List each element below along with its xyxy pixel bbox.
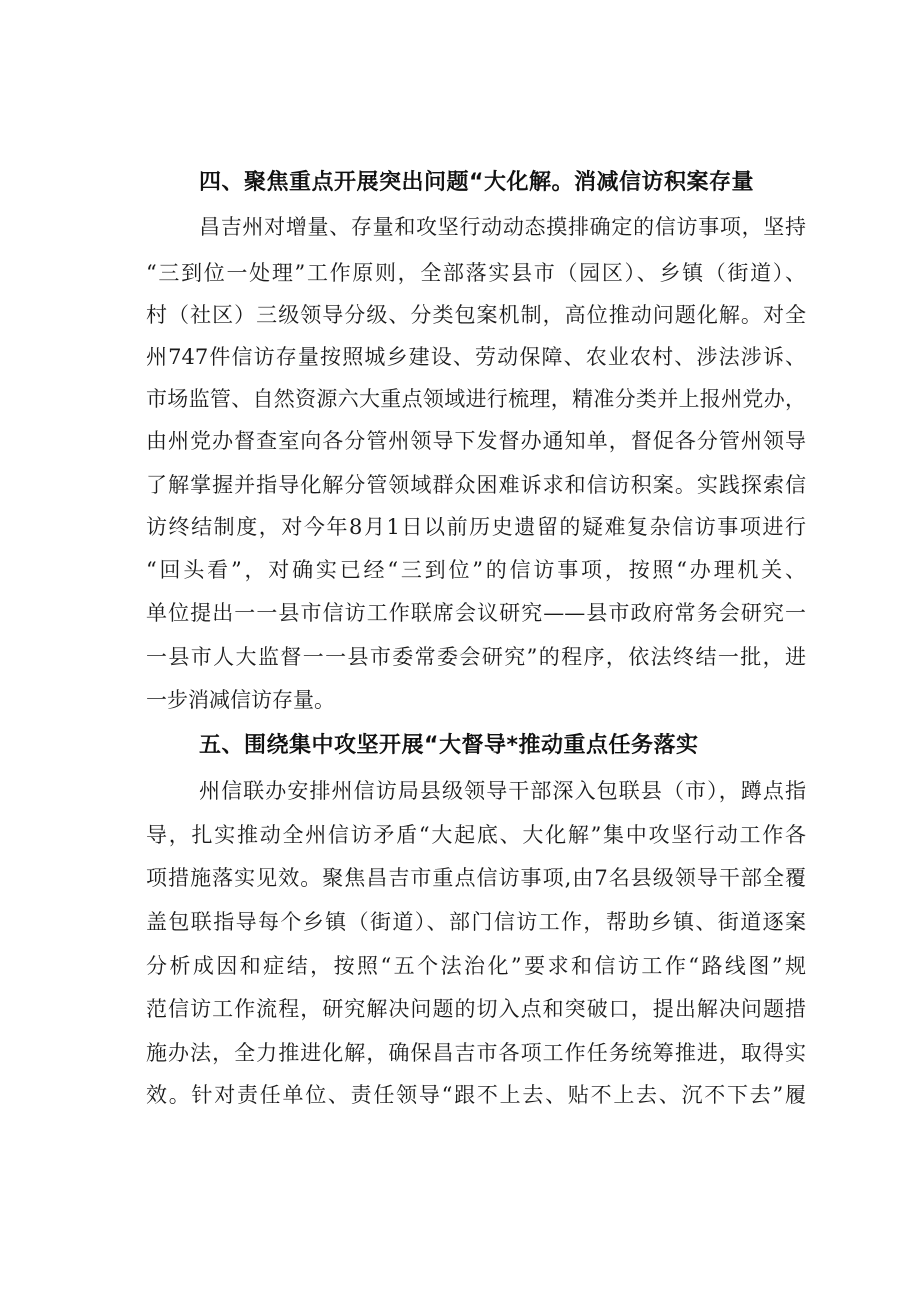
paragraph-line: 分析成因和症结，按照“五个法治化”要求和信访工作“路线图”规 [146, 954, 806, 978]
paragraph-line: 市场监管、自然资源六大重点领域进行梳理，精准分类并上报州党办， [146, 387, 806, 411]
paragraph-line: 一县市人大监督一一县市委常委会研究”的程序，依法终结一批，进 [146, 645, 806, 669]
paragraph-line: 州747件信访存量按照城乡建设、劳动保障、农业农村、涉法涉诉、 [146, 345, 806, 369]
paragraph-line: 效。针对责任单位、责任领导“跟不上去、贴不上去、沉不下去”履 [146, 1083, 806, 1107]
paragraph-line: 村（社区）三级领导分级、分类包案机制，高位推动问题化解。对全 [146, 303, 806, 327]
paragraph-line: 昌吉州对增量、存量和攻坚行动动态摸排确定的信访事项，坚持 [199, 215, 806, 239]
paragraph-line: 项措施落实见效。聚焦昌吉市重点信访事项,由7名县级领导干部全覆 [146, 866, 806, 890]
paragraph-line: 由州党办督查室向各分管州领导下发督办通知单，督促各分管州领导 [146, 429, 806, 453]
paragraph-line: 导，扎实推动全州信访矛盾“大起底、大化解”集中攻坚行动工作各 [146, 823, 806, 847]
paragraph-line: 盖包联指导每个乡镇（街道）、部门信访工作，帮助乡镇、街道逐案 [146, 910, 806, 934]
section-heading-4: 四、聚焦重点开展突出问题“大化解。消减信访积案存量 [199, 170, 754, 195]
paragraph-line: “三到位一处理”工作原则，全部落实县市（园区）、乡镇（街道）、 [146, 261, 806, 285]
paragraph-line: 单位提出一一县市信访工作联席会议研究——县市政府常务会研究一 [146, 601, 806, 625]
paragraph-line: 施办法，全力推进化解，确保昌吉市各项工作任务统筹推进，取得实 [146, 1041, 806, 1065]
paragraph-line: 访终结制度，对今年8月1日以前历史遗留的疑难复杂信访事项进行 [146, 515, 806, 539]
paragraph-line: 一步消减信访存量。 [146, 688, 335, 712]
paragraph-line: 范信访工作流程，研究解决问题的切入点和突破口，提出解决问题措 [146, 997, 806, 1021]
paragraph-line: 州信联办安排州信访局县级领导干部深入包联县（市），蹲点指 [199, 779, 806, 803]
paragraph-line: “回头看”，对确实已经“三到位”的信访事项，按照“办理机关、 [146, 558, 806, 582]
paragraph-line: 了解掌握并指导化解分管领域群众困难诉求和信访积案。实践探索信 [146, 473, 806, 497]
section-heading-5: 五、围绕集中攻坚开展“大督导*推动重点任务落实 [199, 733, 699, 758]
